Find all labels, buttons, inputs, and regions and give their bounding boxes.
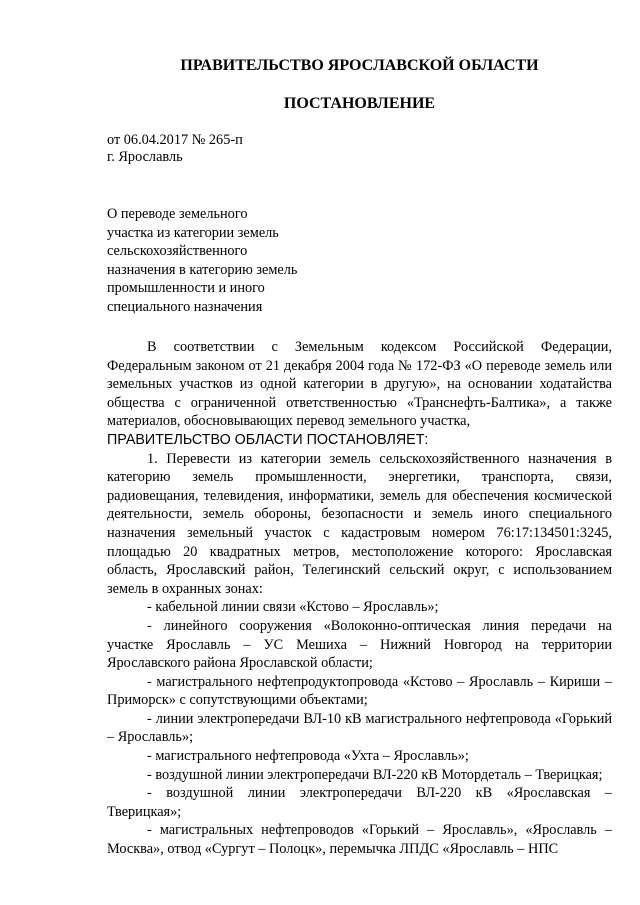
subject-line: сельскохозяйственного bbox=[107, 243, 248, 260]
subject-line: назначения в категорию земель bbox=[107, 261, 298, 278]
zone-list-item: - магистральных нефтепроводов «Горький – Ярославль», «Ярославль – Москва», отвод «Сургут – Полоцк», перемычка ЛПДС «Ярославль – НПС bbox=[107, 822, 612, 858]
city: г. Ярославль bbox=[107, 149, 183, 165]
zone-list-item: - линии электропередачи ВЛ-10 кВ магистрального нефтепровода «Горький – Ярославль»; bbox=[107, 710, 612, 746]
date-number: от 06.04.2017 № 265-п bbox=[107, 132, 243, 148]
document-meta bbox=[107, 132, 243, 166]
zone-list-item: - магистрального нефтепровода «Ухта – Ярославль»; bbox=[147, 748, 469, 765]
subject-line: О переводе земельного bbox=[107, 206, 248, 222]
item-1-paragraph: 1. Перевести из категории земель сельскохозяйственного назначения в категорию земель промышленности, энергетики, транспорта, связи, радиовещания, телевидения, информатики, земель для обеспечения космической деятельности, земель обороны, безопасности и земель иного специального назначения земельный участок с кадастровым номером 76:17:134501:3245, площадью 20 квадратных метров, местоположение которого: Ярославская область, Ярославский район, Телегинский сельский округ, с использованием земель в охранных зонах: bbox=[107, 450, 612, 597]
zone-list-item: - магистрального нефтепродуктопровода «Кстово – Ярославль – Кириши – Приморск» с сопутствующими объектами; bbox=[107, 673, 612, 709]
document-body bbox=[107, 338, 612, 859]
resolution-heading: ПРАВИТЕЛЬСТВО ОБЛАСТИ ПОСТАНОВЛЯЕТ: bbox=[107, 431, 429, 448]
subject-line: промышленности и иного bbox=[107, 280, 265, 297]
zone-list-item: - воздушной линии электропередачи ВЛ-220 кВ «Ярославская – Тверицкая»; bbox=[107, 785, 612, 820]
zone-list-item: - линейного сооружения «Волоконно-оптическая линия передачи на участке Ярославль – УС Мешиха – Нижний Новгород на территории Ярославского района Ярославской области; bbox=[107, 617, 612, 672]
document-type-heading: ПОСТАНОВЛЕНИЕ bbox=[283, 95, 436, 112]
subject-line: участка из категории земель bbox=[107, 224, 279, 241]
zone-list-item: - кабельной линии связи «Кстово – Ярославль»; bbox=[147, 599, 439, 616]
authority-heading: ПРАВИТЕЛЬСТВО ЯРОСЛАВСКОЙ ОБЛАСТИ bbox=[180, 57, 539, 74]
subject-block bbox=[107, 205, 297, 317]
subject-line: специального назначения bbox=[107, 298, 263, 315]
zone-list-item: - воздушной линии электропередачи ВЛ-220 кВ Мотордеталь – Тверицкая; bbox=[147, 766, 603, 783]
preamble-paragraph: В соответствии с Земельным кодексом Российской Федерации, Федеральным законом от 21 декабря 2004 года № 172-ФЗ «О переводе земель или земельных участков из одной категории в другую», на основании ходатайства общества с ограниченной ответственностью «Транснефть-Балтика», а также материалов, обосновывающих перевод земельного участка, bbox=[107, 339, 612, 430]
